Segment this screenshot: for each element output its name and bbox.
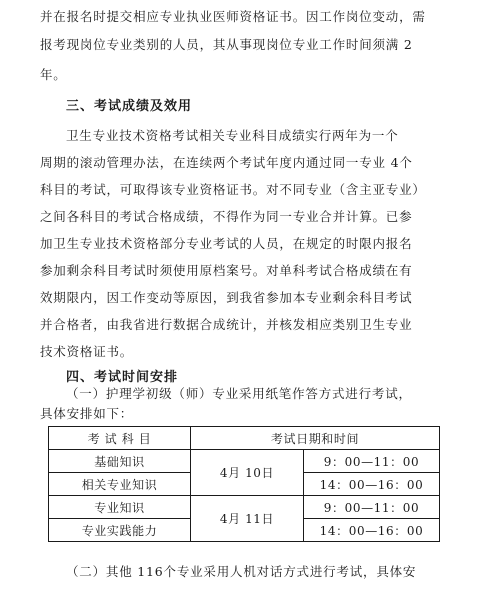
text-line: 卫生专业技术资格考试相关专业科目成绩实行两年为一个 (66, 128, 399, 143)
table-header-row (49, 427, 440, 450)
text-line: （二）其他 116个专业采用人机对话方式进行考试，具体安 (66, 564, 417, 579)
exam-schedule-table (48, 426, 440, 542)
text-line: 科目的考试，可取得该专业资格证书。对不同专业（含主亚专业） (40, 182, 426, 197)
text-line: （一）护理学初级（师）专业采用纸笔作答方式进行考试， (66, 386, 412, 401)
date-cell: 4月 10日 (191, 450, 304, 496)
text-line: 周期的滚动管理办法，在连续两个考试年度内通过同一专业 4个 (40, 155, 413, 170)
subject-cell: 专业知识 (49, 496, 191, 519)
section-heading: 三、考试成绩及效用 (66, 99, 193, 114)
header-datetime: 考试日期和时间 (191, 427, 440, 450)
text-line: 技术资格证书。 (40, 344, 134, 359)
time-cell: 14：00—16：00 (304, 473, 440, 496)
subject-cell: 专业实践能力 (49, 519, 191, 542)
table-row (49, 450, 440, 473)
text-line: 报考现岗位专业类别的人员，其从事现岗位专业工作时间须满 2 (40, 37, 413, 52)
time-cell: 9：00—11：00 (304, 496, 440, 519)
subject-cell: 基础知识 (49, 450, 191, 473)
header-subject: 考 试 科 目 (49, 427, 191, 450)
time-cell: 14：00—16：00 (304, 519, 440, 542)
table-row (49, 496, 440, 519)
text-line: 具体安排如下： (40, 406, 134, 421)
text-line: 效期限内，因工作变动等原因，到我省参加本专业剩余科目考试 (40, 290, 413, 305)
text-line: 加卫生专业技术资格部分专业考试的人员，在规定的时限内报名 (40, 236, 413, 251)
text-line: 并合格者，由我省进行数据合成统计，并核发相应类别卫生专业 (40, 317, 413, 332)
text-line: 参加剩余科目考试时须使用原档案号。对单科考试合格成绩在有 (40, 263, 413, 278)
date-cell: 4月 11日 (191, 496, 304, 542)
subject-cell: 相关专业知识 (49, 473, 191, 496)
time-cell: 9：00—11：00 (304, 450, 440, 473)
text-line: 之间各科目的考试合格成绩，不得作为同一专业合并计算。已参 (40, 209, 413, 224)
text-line: 年。 (40, 67, 67, 82)
text-line: 并在报名时提交相应专业执业医师资格证书。因工作岗位变动，需 (40, 9, 426, 24)
section-heading: 四、考试时间安排 (66, 370, 179, 385)
